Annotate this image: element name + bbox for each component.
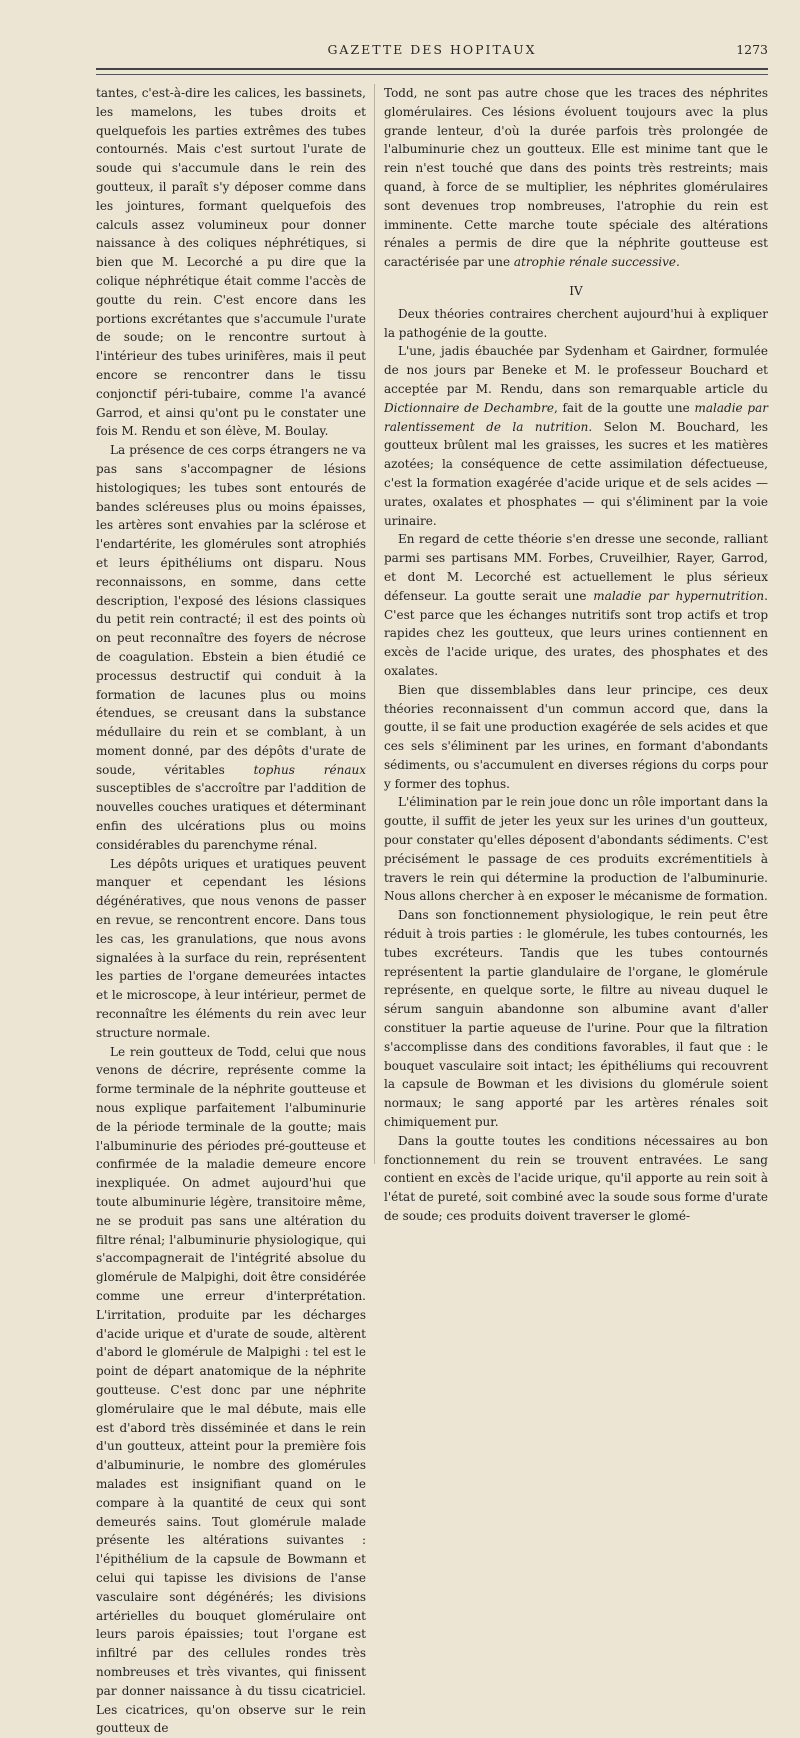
italic-term: maladie par hypernutrition <box>593 588 765 603</box>
text-run: . C'est parce que les échanges nutritifs sont trop actifs et trop rapides chez les goutteux, que leurs urines contiennent en excès de l'acide urique, des urates, des phosphates et des oxalates. <box>384 588 768 678</box>
paragraph: L'élimination par le rein joue donc un rôle important dans la goutte, il suffit de jeter les yeux sur les urines d'un goutteux, pour constater qu'elles déposent d'abondants sédiments. C'est précisément le passage de ces produits excrémentitiels à travers le rein qui détermine la production de l'albuminurie. Nous allons chercher à en exposer le mécanisme de formation. <box>384 795 768 904</box>
header-rule-thick <box>96 68 768 70</box>
header-rule-thin <box>96 74 768 75</box>
text-run: En regard de cette théorie s'en dresse une seconde, ralliant parmi ses partisans MM. Forbes, Cruveilhier, Rayer, Garrod, et dont M. Lecorché est actuellement le plus sérieux défenseur. La goutte serait une <box>384 532 768 603</box>
text-run: . Selon M. Bouchard, les goutteux brûlent mal les graisses, les sucres et les matières azotées; la conséquence de cette assimilation défectueuse, c'est la formation exagérée d'acide urique et de sels acides — urates, oxalates et phosphates — qui s'éliminent par la voie urinaire. <box>384 419 768 528</box>
text-run: L'une, jadis ébauchée par Sydenham et Gairdner, formulée de nos jours par Beneke et M. le professeur Bouchard et acceptée par M. Rendu, dans son remarquable article du <box>384 344 768 396</box>
paragraph <box>384 530 768 680</box>
paragraph <box>96 441 366 855</box>
italic-term: Dictionnaire de Dechambre <box>384 400 554 415</box>
left-column <box>96 84 366 1738</box>
column-divider <box>374 84 375 1164</box>
paragraph: Dans son fonctionnement physiologique, le rein peut être réduit à trois parties : le glomérule, les tubes contournés, les tubes excréteurs. Tandis que les tubes contournés représentent la partie glandulaire de l'organe, le glomérule représente, en quelque sorte, le filtre au niveau duquel le sérum sanguin abandonne son albumine avant d'aller constituer la partie aqueuse de l'urine. Pour que la filtration s'accomplisse dans des conditions favorables, il faut que : le bouquet vasculaire soit intact; les épithéliums qui recouvrent la capsule de Bowman et les divisions du glomérule soient normaux; le sang apporté par les artères rénales soit chimiquement pur. <box>384 908 768 1130</box>
text-run: susceptibles de s'accroître par l'addition de nouvelles couches uratiques et déterminant enfin des ulcérations plus ou moins considérables du parenchyme rénal. <box>96 781 366 852</box>
text-run: La présence de ces corps étrangers ne va pas sans s'accompagner de lésions histologiques; les tubes sont entourés de bandes scléreuses plus ou moins épaisses, les artères sont envahies par la sclérose et l'endartérite, les glomérules sont atrophiés et leurs épithéliums ont disparu. Nous reconnaissons, en somme, dans cette description, l'exposé des lésions classiques du petit rein contracté; il est des points où on peut reconnaître des foyers de nécrose de coagulation. Ebstein a bien étudié ce processus destructif qui conduit à la formation de lacunes plus ou moins étendues, se creusant dans la substance médullaire du rein et se comblant, à un moment donné, par des dépôts d'urate de soude, véritables <box>96 443 366 777</box>
paragraph: Le rein goutteux de Todd, celui que nous venons de décrire, représente comme la forme terminale de la néphrite goutteuse et nous explique parfaitement l'albuminurie de la période terminale de la goutte; mais l'albuminurie des périodes pré-goutteuse et confirmée de la maladie demeure encore inexpliquée. On admet aujourd'hui que toute albuminurie légère, transitoire même, ne se produit pas sans une altération du filtre rénal; l'albuminurie physiologique, qui s'accompagnerait de l'intégrité absolue du glomérule de Malpighi, doit être considérée comme une erreur d'interprétation. L'irritation, produite par les décharges d'acide urique et d'urate de soude, altèrent d'abord le glomérule de Malpighi : tel est le point de départ anatomique de la néphrite goutteuse. C'est donc par une néphrite glomérulaire que le mal débute, mais elle est d'abord très disséminée et dans le rein d'un goutteux, atteint pour la première fois d'albuminurie, le nombre des glomérules malades est insignifiant quand on le compare à la quantité de ceux qui sont demeurés sains. Tout glomérule malade présente les altérations suivantes : l'épithélium de la capsule de Bowmann et celui qui tapisse les divisions de l'anse vasculaire sont dégénérés; les divisions artérielles du bouquet glomérulaire ont leurs parois épaissies; tout l'organe est infiltré par des cellules rondes très nombreuses et très vivantes, qui finissent par donner naissance à du tissu cicatriciel. Les cicatrices, qu'on observe sur le rein goutteux de <box>96 1044 366 1736</box>
text-run: , fait de la goutte une <box>553 400 695 415</box>
italic-term: atrophie rénale successive. <box>513 255 680 270</box>
paragraph <box>384 342 768 530</box>
paragraph: Dans la goutte toutes les conditions nécessaires au bon fonctionnement du rein se trouvent entravées. Le sang contient en excès de l'acide urique, qu'il apporte au rein soit à l'état de pureté, soit combiné avec la soude sous forme d'urate de soude; ces produits doivent traverser le glomé- <box>384 1133 768 1224</box>
section-heading: IV <box>569 283 583 298</box>
page-number: 1273 <box>736 42 768 57</box>
journal-title: GAZETTE DES HOPITAUX <box>327 42 537 57</box>
running-header <box>96 42 768 62</box>
italic-term: tophus rénaux <box>253 762 366 777</box>
paragraph: Les dépôts uriques et uratiques peuvent manquer et cependant les lésions dégénératives, que nous venons de passer en revue, se rencontrent encore. Dans tous les cas, les granulations, que nous avons signalées à la surface du rein, représentent les parties de l'organe demeurées intactes et le microscope, à leur intérieur, permet de reconnaître les éléments du rein avec leur structure normale. <box>96 856 366 1040</box>
paragraph: tantes, c'est-à-dire les calices, les bassinets, les mamelons, les tubes droits et quelquefois les parties extrêmes des tubes contournés. Mais c'est surtout l'urate de soude qui s'accumule dans le rein des goutteux, il paraît s'y déposer comme dans les jointures, formant quelquefois des calculs assez volumineux pour donner naissance à des coliques néphrétiques, si bien que M. Lecorché a pu dire que la colique néphrétique était comme l'accès de goutte du rein. C'est encore dans les portions excrétantes que s'accumule l'urate de soude; on le rencontre surtout à l'intérieur des tubes urinifères, mais il peut encore se rencontrer dans le tissu conjonctif péri-tubaire, comme l'a avancé Garrod, et ainsi qu'ont pu le constater une fois M. Rendu et son élève, M. Boulay. <box>96 86 366 439</box>
right-column <box>384 84 768 1226</box>
paragraph: Bien que dissemblables dans leur principe, ces deux théories reconnaissent d'un commun accord que, dans la goutte, il se fait une production exagérée de sels acides et que ces sels s'éliminent par les urines, en formant d'abondants sédiments, ou s'accumulent en diverses régions du corps pour y former des tophus. <box>384 682 768 791</box>
italic-term: maladie par ralentissement de la nutrition <box>384 400 768 434</box>
paragraph: Deux théories contraires cherchent aujourd'hui à expliquer la pathogénie de la goutte. <box>384 306 768 340</box>
text-run: Todd, ne sont pas autre chose que les traces des néphrites glomérulaires. Ces lésions évoluent toujours avec la plus grande lenteur, d'où la durée parfois très prolongée de l'albuminurie chez un goutteux. Elle est minime tant que le rein n'est touché que dans des points très restreints; mais quand, à force de se multiplier, les néphrites glomérulaires sont devenues trop nombreuses, l'atrophie du rein est imminente. Cette marche toute spéciale des altérations rénales a permis de dire que la néphrite goutteuse est caractérisée par une <box>384 86 768 270</box>
paragraph <box>384 84 768 272</box>
